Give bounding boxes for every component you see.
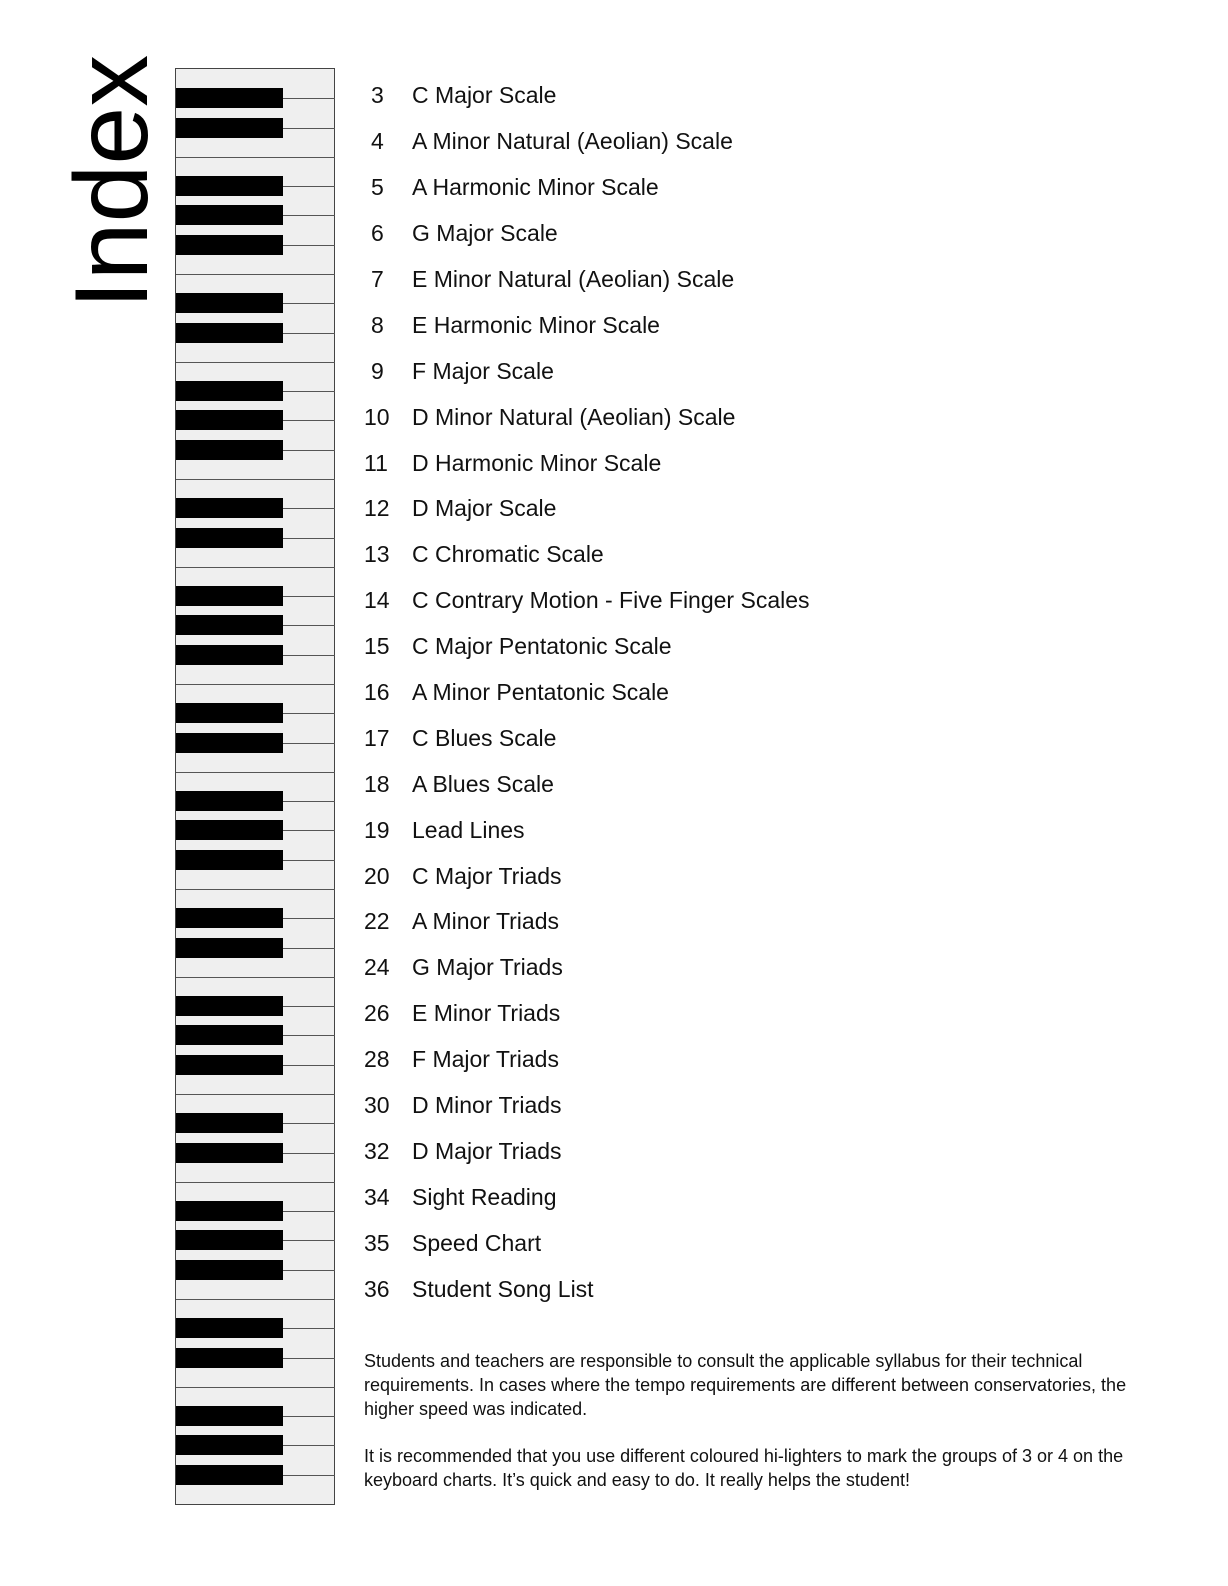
index-list	[364, 73, 810, 1312]
index-entry-label: G Major Triads	[412, 954, 563, 981]
white-key-divider	[176, 1182, 335, 1183]
index-page-number: 19	[364, 816, 390, 843]
index-entry-label: C Chromatic Scale	[412, 541, 604, 568]
white-key-divider	[176, 1094, 335, 1095]
black-key	[176, 938, 283, 958]
white-key-divider	[176, 889, 335, 890]
black-key	[176, 1230, 283, 1250]
index-entry[interactable]	[364, 1220, 810, 1266]
white-key-divider	[176, 684, 335, 685]
index-entry[interactable]	[364, 853, 810, 899]
index-page-number: 36	[364, 1275, 390, 1302]
black-key	[176, 1406, 283, 1426]
black-key	[176, 733, 283, 753]
index-page-number: 6	[371, 220, 384, 247]
index-page-number: 30	[364, 1092, 390, 1119]
index-entry-label: A Minor Triads	[412, 908, 559, 935]
index-entry-label: D Minor Triads	[412, 1092, 562, 1119]
black-key	[176, 528, 283, 548]
index-entry-label: C Major Scale	[412, 82, 557, 109]
index-entry-label: Lead Lines	[412, 816, 525, 843]
index-entry-label: D Minor Natural (Aeolian) Scale	[412, 403, 736, 430]
black-key	[176, 118, 283, 138]
index-page-number: 28	[364, 1046, 390, 1073]
black-key	[176, 645, 283, 665]
index-entry-label: A Minor Pentatonic Scale	[412, 679, 669, 706]
page-title: Index	[54, 54, 170, 310]
black-key	[176, 410, 283, 430]
index-page-number: 35	[364, 1229, 390, 1256]
black-key	[176, 176, 283, 196]
index-entry-label: C Major Triads	[412, 862, 562, 889]
index-entry[interactable]	[364, 257, 810, 303]
index-page-number: 4	[371, 128, 384, 155]
index-page-number: 26	[364, 1000, 390, 1027]
index-entry[interactable]	[364, 440, 810, 486]
black-key	[176, 1318, 283, 1338]
index-entry[interactable]	[364, 211, 810, 257]
index-entry[interactable]	[364, 486, 810, 532]
black-key	[176, 908, 283, 928]
index-page-number: 24	[364, 954, 390, 981]
index-page-number: 15	[364, 633, 390, 660]
black-key	[176, 1113, 283, 1133]
index-entry[interactable]	[364, 165, 810, 211]
index-page-number: 34	[364, 1183, 390, 1210]
syllabus-note: Students and teachers are responsible to consult the applicable syllabus for their technical requirements. In cases where the tempo requirements are different between conservatories, the higher speed was indicated.	[364, 1351, 1127, 1419]
index-entry-label: E Harmonic Minor Scale	[412, 311, 660, 338]
index-entry-label: G Major Scale	[412, 220, 558, 247]
black-key	[176, 996, 283, 1016]
index-entry-label: A Blues Scale	[412, 770, 554, 797]
index-entry-label: C Blues Scale	[412, 724, 557, 751]
index-entry[interactable]	[364, 624, 810, 670]
highlighter-note: It is recommended that you use different coloured hi-lighters to mark the groups of 3 or 4 on the keyboard charts. It’s quick and easy to do. It really helps the student!	[364, 1446, 1124, 1490]
index-page-number: 16	[364, 679, 390, 706]
index-entry[interactable]	[364, 945, 810, 991]
index-entry[interactable]	[364, 532, 810, 578]
black-key	[176, 1465, 283, 1485]
index-entry[interactable]	[364, 73, 810, 119]
black-key	[176, 1201, 283, 1221]
index-entry[interactable]	[364, 1266, 810, 1312]
index-page-number: 9	[371, 357, 384, 384]
index-entry[interactable]	[364, 1083, 810, 1129]
index-entry[interactable]	[364, 394, 810, 440]
index-page-number: 20	[364, 862, 390, 889]
index-entry-label: Sight Reading	[412, 1183, 557, 1210]
index-entry-label: D Harmonic Minor Scale	[412, 449, 662, 476]
black-key	[176, 1025, 283, 1045]
index-page-number: 7	[371, 266, 384, 292]
index-entry-label: C Contrary Motion - Five Finger Scales	[412, 587, 810, 614]
black-key	[176, 440, 283, 460]
black-key	[176, 1435, 283, 1455]
piano-keyboard-graphic	[175, 68, 335, 1505]
white-key-divider	[176, 362, 335, 363]
index-page-number: 5	[371, 174, 384, 201]
black-key	[176, 293, 283, 313]
index-entry-label: E Minor Triads	[412, 1000, 561, 1027]
white-key-divider	[176, 157, 335, 158]
index-entry-label: A Harmonic Minor Scale	[412, 174, 659, 201]
index-entry[interactable]	[364, 991, 810, 1037]
index-entry[interactable]	[364, 578, 810, 624]
white-key-divider	[176, 1387, 335, 1388]
black-key	[176, 323, 283, 343]
black-key	[176, 205, 283, 225]
index-entry[interactable]	[364, 899, 810, 945]
index-page-number: 12	[364, 495, 390, 522]
index-page-number: 11	[364, 449, 388, 476]
black-key	[176, 1348, 283, 1368]
index-page-number: 8	[371, 311, 384, 338]
index-entry-label: Student Song List	[412, 1275, 594, 1302]
white-key-divider	[176, 772, 335, 773]
black-key	[176, 850, 283, 870]
black-key	[176, 1143, 283, 1163]
index-page-number: 22	[364, 908, 390, 935]
white-key-divider	[176, 977, 335, 978]
white-key-divider	[176, 479, 335, 480]
index-page-number: 13	[364, 541, 390, 568]
white-key-divider	[176, 567, 335, 568]
black-key	[176, 1055, 283, 1075]
index-entry[interactable]	[364, 761, 810, 807]
index-entry-label: D Major Scale	[412, 495, 557, 522]
white-key-divider	[176, 1299, 335, 1300]
index-entry-label: F Major Scale	[412, 357, 554, 384]
index-entry[interactable]	[364, 807, 810, 853]
black-key	[176, 498, 283, 518]
index-page-number: 32	[364, 1137, 390, 1164]
index-entry-label: E Minor Natural (Aeolian) Scale	[412, 266, 735, 292]
white-key-divider	[176, 274, 335, 275]
index-entry[interactable]	[364, 1174, 810, 1220]
index-entry-label: D Major Triads	[412, 1137, 562, 1164]
black-key	[176, 235, 283, 255]
index-entry[interactable]	[364, 119, 810, 165]
black-key	[176, 88, 283, 108]
index-page-number: 14	[364, 587, 390, 614]
index-entry-label: Speed Chart	[412, 1229, 542, 1256]
index-entry[interactable]	[364, 1128, 810, 1174]
index-page-number: 3	[371, 82, 384, 109]
index-entry-label: A Minor Natural (Aeolian) Scale	[412, 128, 733, 155]
black-key	[176, 791, 283, 811]
black-key	[176, 615, 283, 635]
index-entry-label: F Major Triads	[412, 1046, 559, 1073]
black-key	[176, 820, 283, 840]
index-entry[interactable]	[364, 715, 810, 761]
index-entry[interactable]	[364, 1037, 810, 1083]
index-page-number: 17	[364, 724, 390, 751]
index-entry[interactable]	[364, 302, 810, 348]
black-key	[176, 586, 283, 606]
black-key	[176, 1260, 283, 1280]
index-page-number: 10	[364, 403, 390, 430]
index-entry[interactable]	[364, 670, 810, 716]
index-page-number: 18	[364, 770, 390, 797]
index-entry-label: C Major Pentatonic Scale	[412, 633, 672, 660]
black-key	[176, 381, 283, 401]
black-key	[176, 703, 283, 723]
index-entry[interactable]	[364, 348, 810, 394]
